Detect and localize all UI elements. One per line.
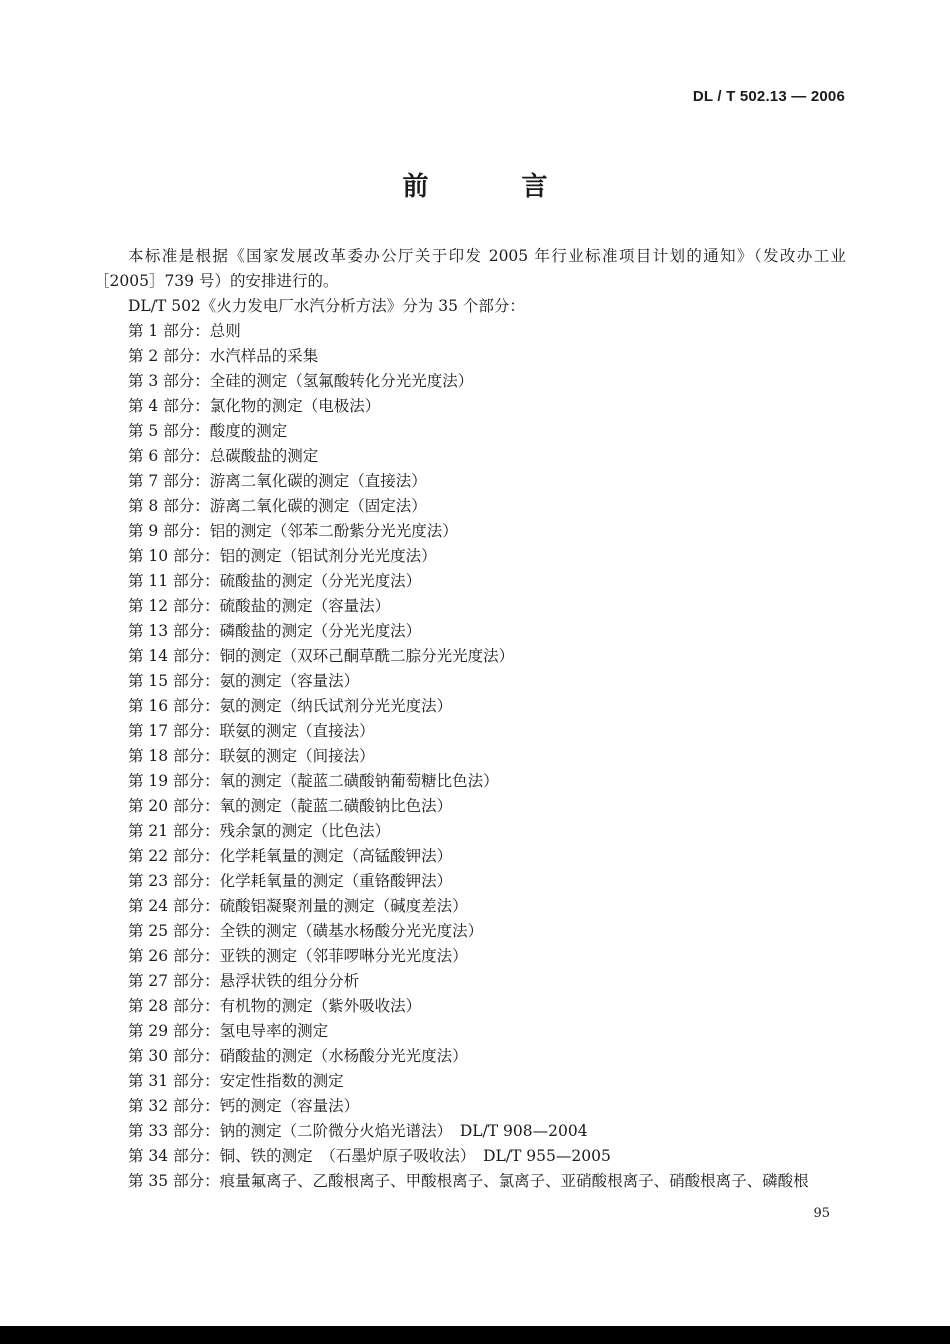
part-item: 第 24 部分：硫酸铝凝聚剂量的测定（碱度差法） [128, 897, 468, 915]
part-item: 第 15 部分：氨的测定（容量法） [128, 672, 360, 690]
part-item: 第 6 部分：总碳酸盐的测定 [128, 447, 319, 465]
part-item: 第 33 部分：钠的测定（二阶微分火焰光谱法） DL/T 908—2004 [128, 1122, 588, 1140]
part-item: 第 4 部分：氯化物的测定（电极法） [128, 397, 381, 415]
part-item: 第 3 部分：全硅的测定（氢氟酸转化分光光度法） [128, 372, 474, 390]
part-item: 第 8 部分：游离二氧化碳的测定（固定法） [128, 497, 427, 515]
part-item: 第 7 部分：游离二氧化碳的测定（直接法） [128, 472, 427, 490]
part-item: 第 11 部分：硫酸盐的测定（分光光度法） [128, 572, 422, 590]
part-item: 第 12 部分：硫酸盐的测定（容量法） [128, 597, 391, 615]
part-item: 第 34 部分：铜、铁的测定 （石墨炉原子吸收法） DL/T 955—2005 [128, 1147, 611, 1165]
part-item: 第 19 部分：氧的测定（靛蓝二磺酸钠葡萄糖比色法） [128, 772, 499, 790]
part-item: 第 1 部分：总则 [128, 322, 241, 340]
part-item: 第 25 部分：全铁的测定（磺基水杨酸分光光度法） [128, 922, 484, 940]
part-item: 第 10 部分：铝的测定（铝试剂分光光度法） [128, 547, 437, 565]
parts-list [94, 319, 846, 1194]
standard-code: DL / T 502.13 — 2006 [692, 88, 845, 105]
intro-paragraph: 本标准是根据《国家发展改革委办公厅关于印发 2005 年行业标准项目计划的通知》（发改办工业［2005］739 号）的安排进行的。 [94, 247, 846, 290]
part-item: 第 22 部分：化学耗氧量的测定（高锰酸钾法） [128, 847, 453, 865]
part-item: 第 23 部分：化学耗氧量的测定（重铬酸钾法） [128, 872, 453, 890]
part-item: 第 31 部分：安定性指数的测定 [128, 1072, 344, 1090]
part-item: 第 17 部分：联氨的测定（直接法） [128, 722, 375, 740]
part-item: 第 21 部分：残余氯的测定（比色法） [128, 822, 391, 840]
part-item: 第 9 部分：铝的测定（邻苯二酚紫分光光度法） [128, 522, 458, 540]
part-item: 第 14 部分：铜的测定（双环己酮草酰二腙分光光度法） [128, 647, 515, 665]
part-item: 第 5 部分：酸度的测定 [128, 422, 288, 440]
bottom-border [0, 1326, 950, 1344]
part-item: 第 26 部分：亚铁的测定（邻菲啰啉分光光度法） [128, 947, 468, 965]
part-item: 第 20 部分：氧的测定（靛蓝二磺酸钠比色法） [128, 797, 453, 815]
part-item: 第 30 部分：硝酸盐的测定（水杨酸分光光度法） [128, 1047, 468, 1065]
part-item: 第 32 部分：钙的测定（容量法） [128, 1097, 360, 1115]
part-item: 第 27 部分：悬浮状铁的组分分析 [128, 972, 360, 990]
part-item: 第 28 部分：有机物的测定（紫外吸收法） [128, 997, 422, 1015]
page-title: 前 言 [402, 172, 590, 202]
parts-intro: DL/T 502《火力发电厂水汽分析方法》分为 35 个部分： [128, 297, 525, 315]
page-number: 95 [813, 1206, 830, 1221]
part-item: 第 35 部分：痕量氟离子、乙酸根离子、甲酸根离子、氯离子、亚硝酸根离子、硝酸根离子、磷酸根 [128, 1172, 809, 1190]
part-item: 第 13 部分：磷酸盐的测定（分光光度法） [128, 622, 422, 640]
part-item: 第 2 部分：水汽样品的采集 [128, 347, 319, 365]
part-item: 第 29 部分：氢电导率的测定 [128, 1022, 329, 1040]
body-text [94, 244, 846, 1194]
part-item: 第 16 部分：氨的测定（纳氏试剂分光光度法） [128, 697, 453, 715]
part-item: 第 18 部分：联氨的测定（间接法） [128, 747, 375, 765]
